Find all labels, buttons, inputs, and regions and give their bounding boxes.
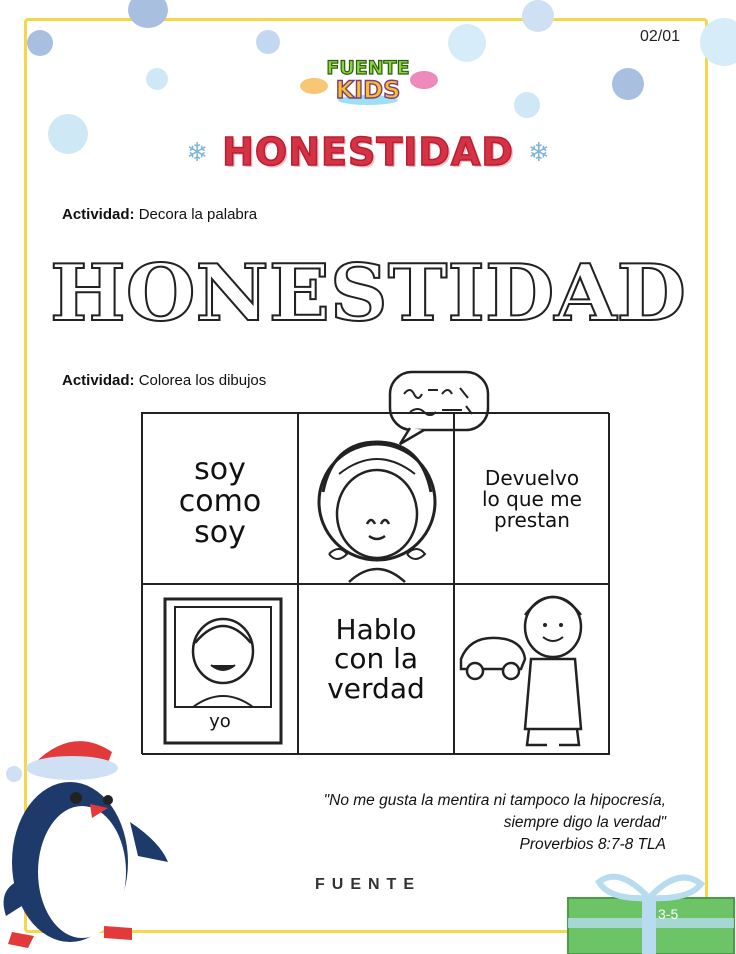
activity-text: Colorea los dibujos <box>138 372 267 389</box>
grid-cell <box>142 413 298 584</box>
outline-word-text: HONESTIDAD <box>50 248 686 339</box>
cell-line: lo que me <box>482 487 582 511</box>
svg-text:FUENTE: FUENTE <box>326 57 410 79</box>
gift-box-illustration <box>566 864 736 954</box>
page-number: 02/01 <box>639 28 680 45</box>
cell-line: con la <box>333 642 419 676</box>
girl-drawing <box>299 414 455 585</box>
coloring-grid <box>141 412 609 754</box>
bubble-decoration <box>448 24 486 62</box>
bible-quote <box>324 790 666 856</box>
snowflake-icon: ❄ <box>527 137 550 167</box>
quote-reference: Proverbios 8:7-8 TLA <box>519 836 666 853</box>
cell-text <box>455 468 609 531</box>
activity-instruction-1 <box>62 206 257 223</box>
activity-instruction-2 <box>62 372 266 389</box>
boy-with-car-drawing <box>455 585 611 756</box>
fuente-kids-logo <box>296 52 440 106</box>
cell-line: prestan <box>494 508 570 532</box>
bubble-decoration <box>146 68 168 90</box>
activity-label: Actividad: <box>62 372 135 389</box>
cell-line: Devuelvo <box>484 466 580 490</box>
age-range-label: 3-5 <box>658 906 679 922</box>
svg-text:KIDS: KIDS <box>335 76 401 104</box>
footer-brand: FUENTE <box>315 876 421 893</box>
cell-line: soy <box>194 515 246 550</box>
outline-word <box>0 240 736 340</box>
grid-cell <box>454 413 610 584</box>
snowflake-icon: ❄ <box>186 137 209 167</box>
title-row <box>0 130 736 174</box>
grid-cell <box>454 584 610 755</box>
cell-text <box>299 615 453 703</box>
bubble-decoration <box>514 92 540 118</box>
cell-line: verdad <box>327 671 425 705</box>
cell-text <box>143 454 297 549</box>
grid-cell <box>298 584 454 755</box>
grid-cell <box>298 413 454 584</box>
quote-line: siempre digo la verdad" <box>503 814 666 831</box>
activity-text: Decora la palabra <box>138 206 258 223</box>
penguin-illustration <box>0 712 170 954</box>
bubble-decoration <box>256 30 280 54</box>
bubble-decoration <box>27 30 53 56</box>
cell-line: Hablo <box>335 613 417 646</box>
page-title: HONESTIDAD <box>222 130 514 174</box>
bubble-decoration <box>612 68 644 100</box>
cell-line: soy <box>194 452 246 487</box>
cell-line: como <box>178 483 262 519</box>
bubble-decoration <box>522 0 554 32</box>
cell-text: yo <box>209 711 231 732</box>
activity-label: Actividad: <box>62 206 135 223</box>
quote-line: "No me gusta la mentira ni tampoco la hipocresía, <box>323 792 666 809</box>
